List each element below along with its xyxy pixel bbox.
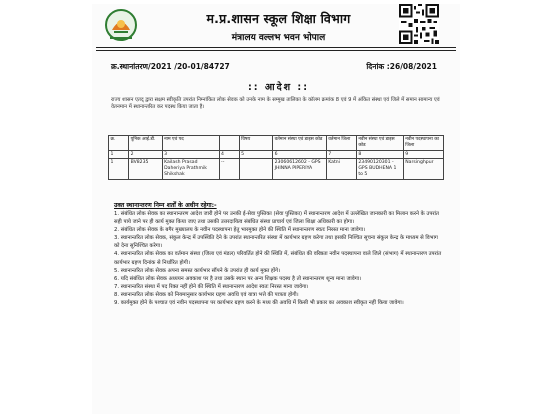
condition-item: 6. यदि संबंधित लोक सेवक अध्ययन अवकाश पर है तथा उसके स्थान पर अन्य शिक्षक पदस्थ है तो स्थानान्तरण शून्य माना जावेगा। (114, 275, 362, 282)
table-cell: -- (219, 159, 239, 179)
transfer-table (108, 135, 444, 180)
table-cell: Katni (326, 159, 356, 179)
table-header-cell: नवीन संस्था एवं डाइस कोड (356, 136, 403, 151)
table-header-cell: वर्तमान संस्था एवं डाइस कोड (273, 136, 327, 151)
condition-item: 3. स्थानान्तरित लोक सेवक, संकुल केन्द्र में उपस्थिति देने के उपरांत स्थानान्तरित संस्था में कार्यभार ग्रहण करेगा तथा इसकी निश्चित सूचना संकुल केन्द्र के माध्यम से विभाग को देना सुनिश्चित करेगा। (114, 235, 438, 250)
table-cell: BV8235 (129, 159, 163, 179)
table-cell: 6 (273, 150, 327, 159)
table-cell: 2 (129, 150, 163, 159)
condition-item: 9. कार्यमुक्त होने के पश्चात एवं नवीन पदस्थापना पर कार्यभार ग्रहण करने के मध्य की अवधि में किसी भी प्रकार का अवकाश स्वीकृत नहीं किया जावेगा। (114, 300, 404, 307)
intro-paragraph: राज्य शासन एतद् द्वारा सक्षम स्वीकृति उपरांत निम्नांकित लोक सेवक को उनके नाम के सम्मुख तालिका के कॉलम क्रमांक 8 एवं 9 में अंकित संस्था एवं जिले में समान सामान्य एवं वेतनमान में स्थानान्तरित कर पदस्थ किया जाता है। (111, 97, 440, 111)
department-title: म.प्र.शासन स्कूल शिक्षा विभाग (206, 11, 351, 26)
table-cell: 23060612602 - GPS JHINNA PIPERIYA (273, 159, 327, 179)
order-date: दिनांक :26/08/2021 (366, 62, 437, 71)
table-header-cell: यूनिक आई.डी. (129, 136, 163, 151)
header-divider (96, 47, 456, 48)
condition-item: 1. संबंधित लोक सेवक का स्थानान्तरण आदेश जारी होने पर उनकी ई-सेवा पुस्तिका (सेवा पुस्तिका) में स्थानान्तरण आदेश में उल्लेखित जानकारी का मिलान करने के उपरांत सही पाये जाने पर ही कार्य मुक्त किया जाए तथा उसकी उत्तरदायित्व संबंधित संस्था प्राचार्य एवं जिला शिक्षा अधिकारी का होगा। (114, 211, 439, 226)
table-cell: 4 (219, 150, 239, 159)
reference-number: क्र.स्थानांतरण/2021 /20-01/84727 (111, 62, 230, 71)
table-cell: 1 (109, 150, 129, 159)
table-cell: 23490120301 - GPS BUDHENA 1 to 5 (356, 159, 403, 179)
table-cell (239, 159, 273, 179)
table-cell: 8 (356, 150, 403, 159)
table-cell: 9 (403, 150, 443, 159)
table-cell: 3 (162, 150, 219, 159)
table-header-cell: वर्तमान जिला (326, 136, 356, 151)
ministry-subtitle: मंत्रालय वल्लभ भवन भोपाल (231, 33, 326, 43)
table-header-cell: विषय (239, 136, 273, 151)
table-header-row (109, 136, 444, 151)
table-header-cell: क्र. (109, 136, 129, 151)
order-heading: :: आदेश :: (247, 82, 310, 93)
table-cell: 7 (326, 150, 356, 159)
conditions-heading: उक्त स्थानान्तरण निम्न शर्तों के अधीन रहेगा:- (114, 202, 217, 209)
table-header-cell: नाम एवं पद (162, 136, 219, 151)
condition-item: 7. स्थानान्तरित संस्था में पद रिक्त नहीं होने की स्थिति में स्थानान्तरण आदेश स्वतः निरस्त माना जावेगा। (114, 283, 309, 290)
table-header-cell (219, 136, 239, 151)
condition-item: 8. स्थानान्तरित लोक सेवक को नियमानुसार कार्यभार ग्रहण अवधि एवं यात्रा भत्ते की पात्रता होगी। (114, 291, 299, 298)
condition-item: 4. स्थानान्तरित लोक सेवक का वर्तमान संस्था (जिला एवं मंडल) परिवर्तित होने की स्थिति में, संबंधित की वरिष्ठता नवीन पदस्थापना वाले जिले (संभाग) में स्थानान्तरण उपरांत कार्यभार ग्रहण दिनांक से निर्धारित होगी। (114, 251, 442, 266)
conditions-list (114, 210, 444, 307)
table-header-cell: नवीन पदस्थापना का जिला (403, 136, 443, 151)
condition-item: 2. संबंधित लोक सेवक के बगैर मुख्यालय के नवीन पदस्थापना हेतु भारमुक्त होने की स्थिति में स्थानान्तरण स्वतः निरस्त माना जावेगा। (114, 227, 366, 234)
table-cell: Kailash Prasad Daheriya Prathmik Shikshak (162, 159, 219, 179)
table-cell: 5 (239, 150, 273, 159)
condition-item: 5. स्थानान्तरित लोक सेवक अपना समस्त कार्यभार सौंपने के उपरांत ही कार्य मुक्त होंगे। (114, 267, 281, 274)
table-cell: Narsinghpur (403, 159, 443, 179)
table-column-number-row (109, 150, 444, 159)
header-divider-secondary (96, 50, 456, 51)
table-cell: 1 (109, 159, 129, 179)
table-row (109, 159, 444, 179)
